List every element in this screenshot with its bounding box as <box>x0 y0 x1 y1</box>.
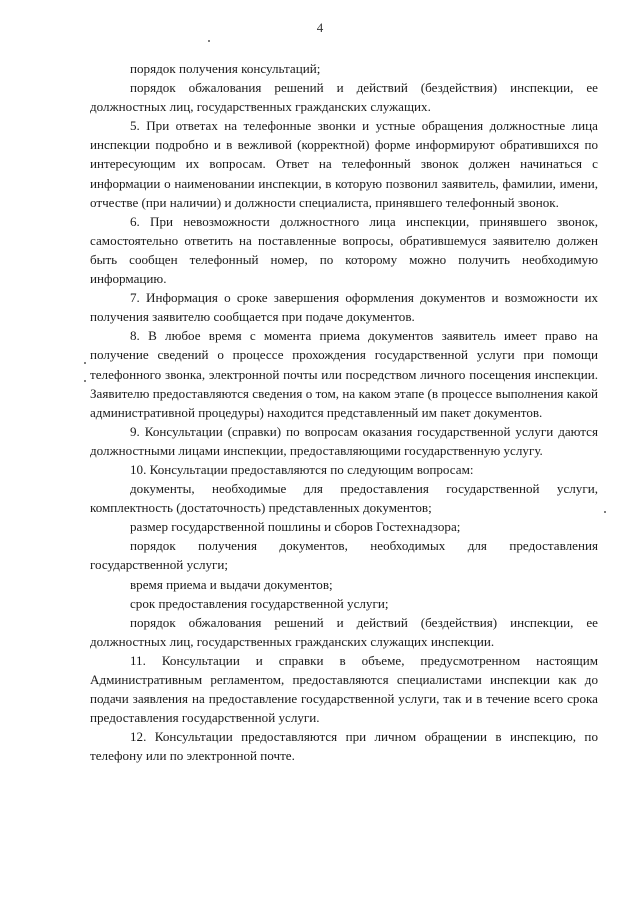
paragraph: размер государственной пошлины и сборов Гостехнадзора; <box>130 519 461 535</box>
paragraph: 11. Консультации и справки в объеме, предусмотренном настоящим Административным регламентом, предоставляются специалистами инспекции как до подачи заявления на предоставление государственной услуги, так и в течение всего срока предоставления государственной услуги. <box>90 652 598 726</box>
document-body <box>90 59 598 765</box>
paragraph: 7. Информация о сроке завершения оформления документов и возможности их получения заявителю сообщается при подаче документов. <box>90 290 598 325</box>
page-number: 4 <box>316 20 324 35</box>
paragraph: порядок получения консультаций; <box>130 61 321 76</box>
paragraph: 8. В любое время с момента приема документов заявитель имеет право на получение сведений о процессе прохождения государственной услуги при помощи телефонного звонка, электронной почты или посредством личного посещения инспекции. Заявителю предоставляются сведения о том, на каком этапе (в процессе выполнения какой административной процедуры) находится представленный им пакет документов. <box>90 328 598 420</box>
paragraph: порядок обжалования решений и действий (бездействия) инспекции, ее должностных лиц, государственных гражданских служащих. <box>90 80 598 115</box>
paragraph: 9. Консультации (справки) по вопросам оказания государственной услуги даются должностными лицами инспекции, предоставляющими государственную услугу. <box>90 423 598 458</box>
scan-speck <box>84 380 86 382</box>
paragraph: время приема и выдачи документов; <box>130 576 333 592</box>
paragraph: порядок обжалования решений и действий (бездействия) инспекции, ее должностных лиц, государственных гражданских служащих инспекции. <box>90 614 598 649</box>
scan-speck <box>604 511 606 513</box>
paragraph: 5. При ответах на телефонные звонки и устные обращения должностные лица инспекции подробно и в вежливой (корректной) форме информируют обратившихся по интересующим их вопросам. Ответ на телефонный звонок должен начинаться с информации о наименовании инспекции, в которую позвонил заявитель, фамилии, имени, отчестве (при наличии) и должности специалиста, принявшего телефонный звонок. <box>90 118 598 210</box>
paragraph: 12. Консультации предоставляются при личном обращении в инспекцию, по телефону или по электронной почте. <box>90 729 598 764</box>
paragraph: документы, необходимые для предоставления государственной услуги, комплектность (достаточность) представленных документов; <box>90 481 598 516</box>
paragraph: 10. Консультации предоставляются по следующим вопросам: <box>130 461 474 477</box>
scan-speck <box>84 362 86 364</box>
paragraph: срок предоставления государственной услуги; <box>130 595 389 611</box>
scan-speck <box>208 40 210 42</box>
paragraph: порядок получения документов, необходимых для предоставления государственной услуги; <box>90 538 598 573</box>
paragraph: 6. При невозможности должностного лица инспекции, принявшего звонок, самостоятельно ответить на поставленные вопросы, обратившемуся заявителю должен быть сообщен телефонный номер, по которому можно получить необходимую информацию. <box>90 213 598 287</box>
